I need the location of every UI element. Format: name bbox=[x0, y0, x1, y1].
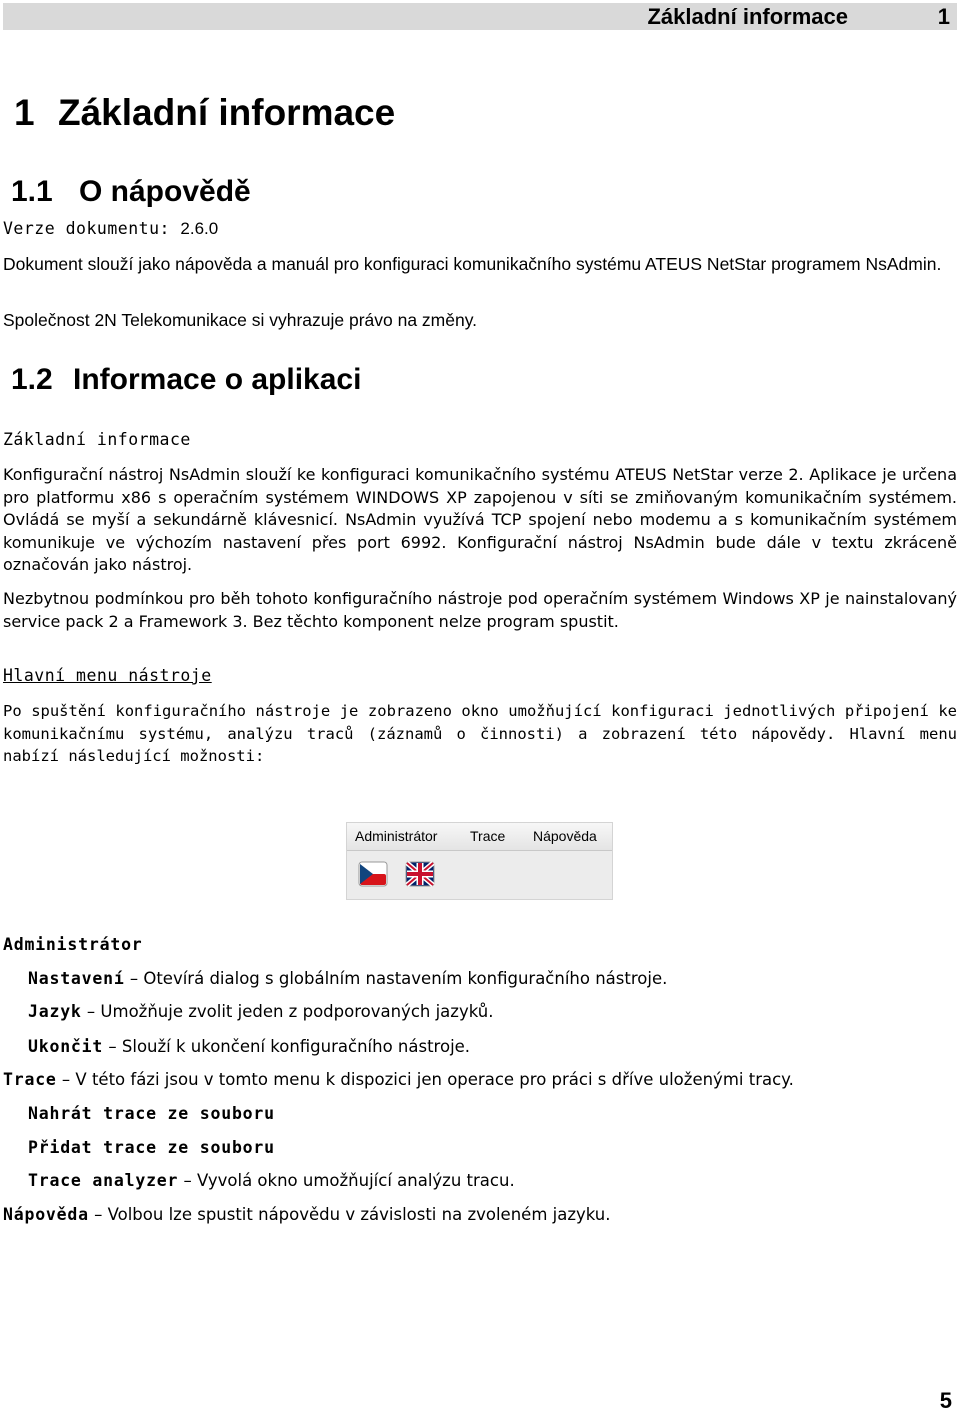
document-version-value: 2.6.0 bbox=[180, 219, 219, 238]
menu-entry-settings-name: Nastavení bbox=[28, 969, 125, 988]
menu-item-administrator[interactable]: Administrátor bbox=[355, 828, 438, 844]
menu-entry-quit bbox=[28, 1036, 470, 1058]
menu-entry-add-trace-name: Přidat trace ze souboru bbox=[28, 1138, 275, 1157]
menu-heading-trace bbox=[3, 1069, 794, 1091]
menu-heading-help-desc: – Volbou lze spustit nápovědu v závislosti na zvoleném jazyku. bbox=[94, 1205, 611, 1224]
section-1-1-title: O nápovědě bbox=[79, 175, 251, 208]
running-header-title: Základní informace bbox=[647, 4, 848, 29]
page-number: 5 bbox=[939, 1388, 952, 1413]
section-1-1-paragraph-1: Dokument slouží jako nápověda a manuál pro konfiguraci komunikačního systému ATEUS NetStar programem NsAdmin. bbox=[3, 254, 942, 274]
menu-entry-language-name: Jazyk bbox=[28, 1002, 82, 1021]
section-1-2-heading bbox=[11, 363, 361, 397]
menu-heading-administrator: Administrátor bbox=[3, 935, 143, 954]
document-version bbox=[3, 219, 218, 239]
czech-flag-icon[interactable] bbox=[358, 861, 388, 887]
menu-entry-load-trace bbox=[28, 1103, 275, 1125]
subheading-basic-info: Základní informace bbox=[3, 430, 191, 449]
menu-entry-language bbox=[28, 1001, 493, 1023]
section-1-2-title: Informace o aplikaci bbox=[73, 363, 362, 396]
menu-entry-trace-analyzer-desc: – Vyvolá okno umožňující analýzu tracu. bbox=[183, 1171, 515, 1190]
menu-entry-quit-name: Ukončit bbox=[28, 1037, 104, 1056]
menu-entry-load-trace-name: Nahrát trace ze souboru bbox=[28, 1104, 275, 1123]
menu-heading-trace-name: Trace bbox=[3, 1070, 57, 1089]
section-1-2-paragraph-3: Po spuštění konfiguračního nástroje je zobrazeno okno umožňující konfiguraci jednotlivých připojení ke komunikačnímu systému, analýzu traců (záznamů o činnosti) a zobrazení této nápovědy. Hlavní menu nabízí následující možnosti: bbox=[3, 702, 957, 765]
menu-heading-help-name: Nápověda bbox=[3, 1205, 89, 1224]
menu-heading-help bbox=[3, 1204, 611, 1226]
menu-entry-trace-analyzer-name: Trace analyzer bbox=[28, 1171, 179, 1190]
main-menu-bar bbox=[347, 823, 612, 851]
menu-entry-settings bbox=[28, 968, 667, 990]
menu-entry-trace-analyzer bbox=[28, 1170, 515, 1192]
menu-item-help[interactable]: Nápověda bbox=[533, 828, 597, 844]
menu-entry-add-trace bbox=[28, 1137, 275, 1159]
section-1-1-heading bbox=[11, 175, 251, 209]
menu-entry-language-desc: – Umožňuje zvolit jeden z podporovaných jazyků. bbox=[86, 1002, 494, 1021]
main-menu-screenshot bbox=[346, 822, 613, 900]
section-1-2-paragraph-1: Konfigurační nástroj NsAdmin slouží ke konfiguraci komunikačního systému ATEUS NetStar verze 2. Aplikace je určena pro platformu x86 s operačním systémem WINDOWS XP zapojenou v síti se zmiňovaným komunikačním systémem. Ovládá se myší a sekundárně klávesnicí. NsAdmin využívá TCP spojení nebo modemu a s komunikačním systémem komunikuje ve výchozím nastavení přes port 6992. Konfigurační nástroj NsAdmin bude dále v textu zkráceně označován jako nástroj. bbox=[3, 465, 957, 574]
chapter-heading bbox=[14, 92, 395, 134]
document-version-label: Verze dokumentu: bbox=[3, 219, 170, 238]
chapter-title: Základní informace bbox=[58, 92, 396, 133]
menu-entry-quit-desc: – Slouží k ukončení konfiguračního nástroje. bbox=[108, 1037, 471, 1056]
section-1-1-number: 1.1 bbox=[11, 175, 53, 208]
menu-item-trace[interactable]: Trace bbox=[470, 828, 506, 844]
menu-entry-settings-desc: – Otevírá dialog s globálním nastavením konfiguračního nástroje. bbox=[129, 969, 668, 988]
uk-flag-icon[interactable] bbox=[405, 861, 435, 887]
subheading-main-menu: Hlavní menu nástroje bbox=[3, 666, 212, 685]
section-1-2-number: 1.2 bbox=[11, 363, 53, 396]
chapter-number: 1 bbox=[14, 92, 35, 133]
section-1-2-paragraph-2: Nezbytnou podmínkou pro běh tohoto konfiguračního nástroje pod operačním systémem Windows XP je nainstalovaný service pack 2 a Framework 3. Bez těchto komponent nelze program spustit. bbox=[3, 589, 957, 631]
section-1-1-paragraph-2: Společnost 2N Telekomunikace si vyhrazuje právo na změny. bbox=[3, 310, 478, 330]
menu-heading-trace-desc: – V této fázi jsou v tomto menu k dispozici jen operace pro práci s dříve uloženými tracy. bbox=[61, 1070, 794, 1089]
running-header-chapter-number: 1 bbox=[937, 4, 950, 29]
